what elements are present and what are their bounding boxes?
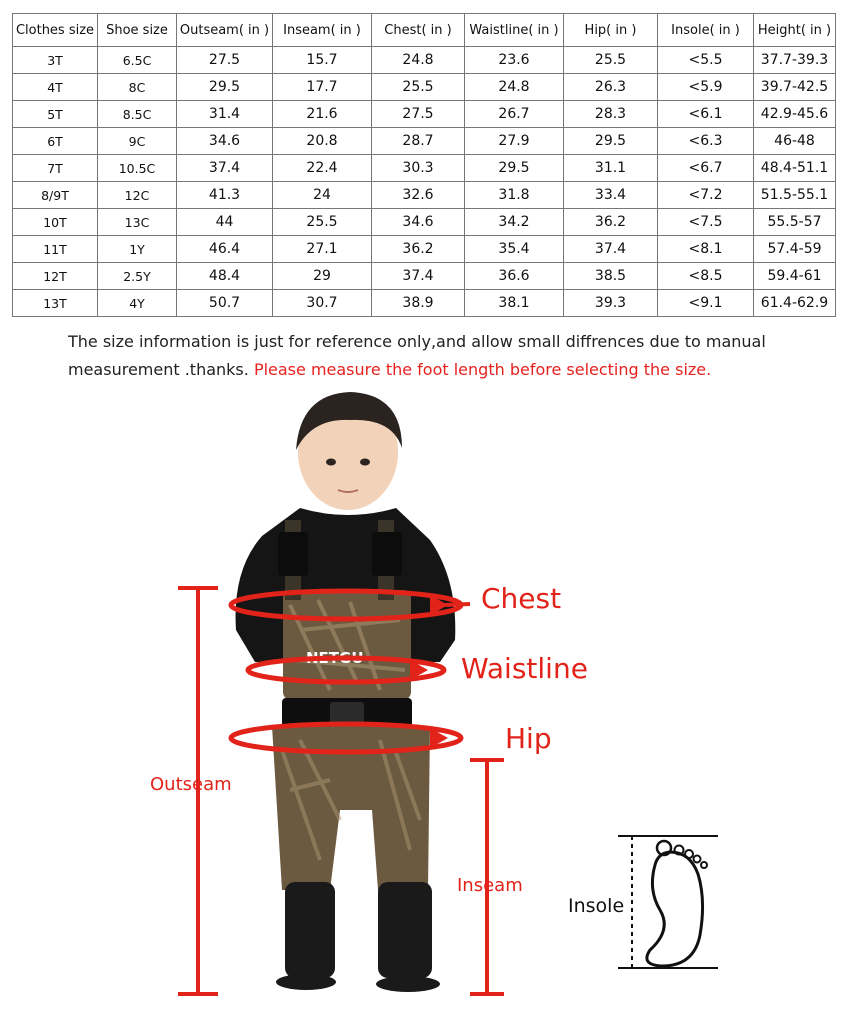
table-cell: 15.7 <box>273 47 372 74</box>
table-row <box>13 263 836 290</box>
insole-label: Insole <box>568 895 625 917</box>
table-cell: 4Y <box>98 290 177 317</box>
table-cell: 10T <box>13 209 98 236</box>
table-row <box>13 236 836 263</box>
table-cell: 12C <box>98 182 177 209</box>
brand-logo-text: NETGU <box>306 649 364 667</box>
outseam-label: Outseam <box>150 774 232 795</box>
table-cell: 23.6 <box>465 47 564 74</box>
table-cell: 24.8 <box>465 74 564 101</box>
column-header: Hip( in ) <box>564 14 658 47</box>
table-cell: <8.5 <box>658 263 754 290</box>
inseam-label: Inseam <box>457 875 523 896</box>
table-row <box>13 155 836 182</box>
table-cell: 9C <box>98 128 177 155</box>
size-chart-table <box>12 13 836 317</box>
table-cell: 38.9 <box>372 290 465 317</box>
table-cell: 2.5Y <box>98 263 177 290</box>
table-cell: 39.3 <box>564 290 658 317</box>
table-cell: <9.1 <box>658 290 754 317</box>
table-row <box>13 101 836 128</box>
column-header: Shoe size <box>98 14 177 47</box>
table-cell: 34.6 <box>372 209 465 236</box>
table-cell: 41.3 <box>177 182 273 209</box>
table-cell: 3T <box>13 47 98 74</box>
table-cell: 34.2 <box>465 209 564 236</box>
table-cell: 26.3 <box>564 74 658 101</box>
right-buckle <box>372 532 402 576</box>
left-buckle <box>278 532 308 576</box>
table-cell: 51.5-55.1 <box>754 182 836 209</box>
table-cell: <6.3 <box>658 128 754 155</box>
table-row <box>13 47 836 74</box>
table-cell: 26.7 <box>465 101 564 128</box>
table-cell: 39.7-42.5 <box>754 74 836 101</box>
table-cell: 11T <box>13 236 98 263</box>
table-header-row <box>13 14 836 47</box>
table-cell: 27.5 <box>177 47 273 74</box>
table-cell: 4T <box>13 74 98 101</box>
table-cell: 17.7 <box>273 74 372 101</box>
table-cell: 37.4 <box>564 236 658 263</box>
table-cell: 32.6 <box>372 182 465 209</box>
table-cell: 25.5 <box>273 209 372 236</box>
table-cell: 31.1 <box>564 155 658 182</box>
table-row <box>13 182 836 209</box>
insole-foot-icon <box>618 836 718 968</box>
table-cell: 59.4-61 <box>754 263 836 290</box>
table-row <box>13 74 836 101</box>
table-cell: <6.7 <box>658 155 754 182</box>
table-cell: 28.3 <box>564 101 658 128</box>
table-cell: 8C <box>98 74 177 101</box>
table-cell: <6.1 <box>658 101 754 128</box>
table-cell: 27.9 <box>465 128 564 155</box>
table-cell: <7.5 <box>658 209 754 236</box>
size-disclaimer <box>68 328 828 384</box>
table-cell: 6T <box>13 128 98 155</box>
measurement-figure <box>0 390 848 1024</box>
table-cell: 55.5-57 <box>754 209 836 236</box>
table-cell: 24 <box>273 182 372 209</box>
table-cell: 46-48 <box>754 128 836 155</box>
child-wader-illustration <box>0 390 848 1024</box>
table-cell: 42.9-45.6 <box>754 101 836 128</box>
table-cell: 36.2 <box>564 209 658 236</box>
table-cell: 46.4 <box>177 236 273 263</box>
table-cell: 25.5 <box>372 74 465 101</box>
table-cell: 7T <box>13 155 98 182</box>
table-cell: 35.4 <box>465 236 564 263</box>
table-cell: 22.4 <box>273 155 372 182</box>
table-cell: 28.7 <box>372 128 465 155</box>
table-cell: <8.1 <box>658 236 754 263</box>
table-cell: 29.5 <box>465 155 564 182</box>
table-cell: 30.7 <box>273 290 372 317</box>
column-header: Inseam( in ) <box>273 14 372 47</box>
table-cell: 27.5 <box>372 101 465 128</box>
table-cell: 36.6 <box>465 263 564 290</box>
table-cell: 6.5C <box>98 47 177 74</box>
table-cell: 34.6 <box>177 128 273 155</box>
table-cell: 31.4 <box>177 101 273 128</box>
table-cell: 25.5 <box>564 47 658 74</box>
table-cell: <5.9 <box>658 74 754 101</box>
table-cell: 50.7 <box>177 290 273 317</box>
left-boot <box>285 882 335 978</box>
column-header: Outseam( in ) <box>177 14 273 47</box>
disclaimer-text: The size information is just for reference only,and allow small diffrences due to manual measurement .thanks. <box>68 332 766 379</box>
table-cell: 37.7-39.3 <box>754 47 836 74</box>
table-cell: 30.3 <box>372 155 465 182</box>
table-cell: 8/9T <box>13 182 98 209</box>
table-cell: 29.5 <box>564 128 658 155</box>
table-cell: 12T <box>13 263 98 290</box>
table-cell: 24.8 <box>372 47 465 74</box>
table-cell: 8.5C <box>98 101 177 128</box>
table-cell: 33.4 <box>564 182 658 209</box>
table-cell: 37.4 <box>372 263 465 290</box>
table-row <box>13 290 836 317</box>
table-row <box>13 209 836 236</box>
table-cell: <5.5 <box>658 47 754 74</box>
column-header: Height( in ) <box>754 14 836 47</box>
table-cell: 20.8 <box>273 128 372 155</box>
hip-label: Hip <box>505 722 552 755</box>
waistline-label: Waistline <box>461 652 588 685</box>
table-cell: 38.5 <box>564 263 658 290</box>
table-cell: 57.4-59 <box>754 236 836 263</box>
table-cell: 13T <box>13 290 98 317</box>
table-cell: 29 <box>273 263 372 290</box>
right-boot <box>378 882 432 978</box>
table-cell: 44 <box>177 209 273 236</box>
table-cell: 37.4 <box>177 155 273 182</box>
column-header: Waistline( in ) <box>465 14 564 47</box>
column-header: Chest( in ) <box>372 14 465 47</box>
table-body <box>13 47 836 317</box>
table-cell: 21.6 <box>273 101 372 128</box>
table-cell: 27.1 <box>273 236 372 263</box>
column-header: Insole( in ) <box>658 14 754 47</box>
column-header: Clothes size <box>13 14 98 47</box>
table-cell: 48.4 <box>177 263 273 290</box>
table-cell: 29.5 <box>177 74 273 101</box>
table-cell: 48.4-51.1 <box>754 155 836 182</box>
table-cell: 13C <box>98 209 177 236</box>
table-cell: 36.2 <box>372 236 465 263</box>
table-cell: 61.4-62.9 <box>754 290 836 317</box>
table-row <box>13 128 836 155</box>
table-cell: 5T <box>13 101 98 128</box>
disclaimer-highlight: Please measure the foot length before selecting the size. <box>253 360 712 379</box>
table-cell: <7.2 <box>658 182 754 209</box>
table-cell: 1Y <box>98 236 177 263</box>
chest-label: Chest <box>481 582 562 615</box>
table-cell: 31.8 <box>465 182 564 209</box>
table-cell: 38.1 <box>465 290 564 317</box>
table-cell: 10.5C <box>98 155 177 182</box>
